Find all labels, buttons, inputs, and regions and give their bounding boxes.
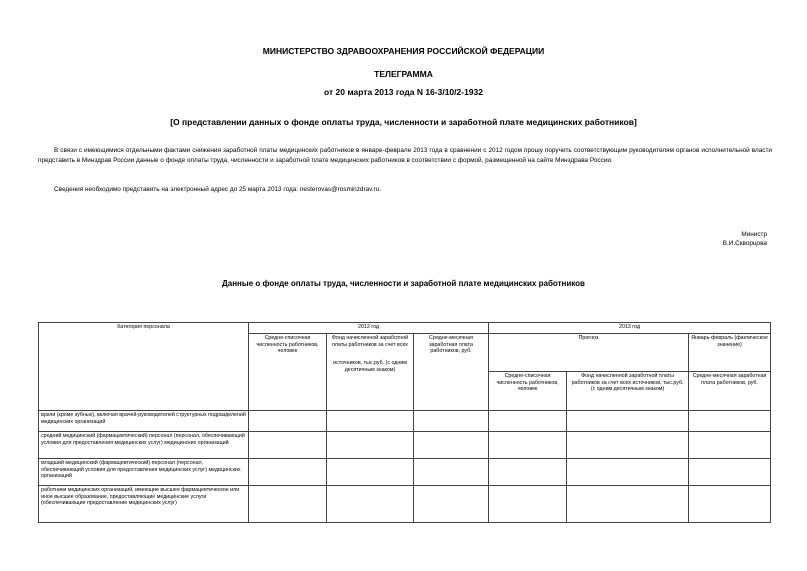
table-cell <box>249 486 327 523</box>
header-forecast: Прогноз <box>489 334 689 372</box>
table-cell <box>327 432 414 459</box>
table-cell <box>414 432 489 459</box>
table-cell <box>689 459 771 486</box>
table-row <box>39 486 771 523</box>
document-subject: [О представлении данных о фонде оплаты труда, численности и заработной плате медицинских работников] <box>170 117 637 127</box>
table-cell <box>689 432 771 459</box>
row-category-label: работники медицинских организаций, имеющие высшее фармацевтическое или иное высшее образование, предоставляющие медицинские услуги (обеспечивающие предоставление медицинских услуг) <box>39 486 249 523</box>
table-cell <box>249 459 327 486</box>
table-cell <box>489 432 567 459</box>
body-paragraph-1: В связи с имеющимися отдельными фактами снижения заработной платы медицинских работников в январе-феврале 2013 года в сравнении с 2012 годом прошу поручить соответствующим руководителям органов исполнительной власти представить в Минздрав России данные о фонде оплаты труда, численности и заработной плате медицинских работников в соответствии с формой, размещенной на сайте Минздрава России. <box>38 147 772 164</box>
document-date-number: от 20 марта 2013 года N 16-3/10/2-1932 <box>324 87 483 97</box>
header-2012-headcount: Средне-списочная численность работников, человек <box>249 334 327 411</box>
table-cell <box>567 459 689 486</box>
table-cell <box>249 432 327 459</box>
header-2012-fund <box>327 334 414 411</box>
table-cell <box>567 432 689 459</box>
header-2013-headcount: Средне-списочная численность работников, человек <box>489 372 567 411</box>
table-cell <box>689 411 771 432</box>
header-2012-fund-top: Фонд начисленной заработной платы работников за счет всех <box>331 335 409 348</box>
table-cell <box>489 486 567 523</box>
table-cell <box>489 459 567 486</box>
signature-position: Министр <box>741 231 767 238</box>
signature-name: В.И.Скворцова <box>722 240 767 247</box>
header-janfeb-actual: Январь-февраль (фактическое значение) <box>689 334 771 372</box>
body-paragraph-2: Сведения необходимо представить на электронный адрес до 25 марта 2013 года: nesterovas@rosminzdrav.ru. <box>54 186 382 193</box>
header-year-2013: 2013 год <box>489 323 771 334</box>
header-2013-fund: Фонд начисленной заработной платы работников за счет всех источников, тыс.руб. (с одним десятичным знаком) <box>567 372 689 411</box>
header-row-1 <box>39 323 771 334</box>
table-cell <box>567 411 689 432</box>
header-2012-fund-bottom: источников, тыс.руб. (с одним десятичным знаком) <box>333 360 407 373</box>
table-row <box>39 459 771 486</box>
table-cell <box>567 486 689 523</box>
document-type: ТЕЛЕГРАММА <box>374 69 433 79</box>
header-year-2012: 2012 год <box>249 323 489 334</box>
table-cell <box>689 486 771 523</box>
table-cell <box>249 411 327 432</box>
table-title: Данные о фонде оплаты труда, численности и заработной плате медицинских работников <box>222 279 585 288</box>
table-row <box>39 432 771 459</box>
header-2012-salary: Средне-месячная заработная плата работников, руб. <box>414 334 489 411</box>
ministry-heading: МИНИСТЕРСТВО ЗДРАВООХРАНЕНИЯ РОССИЙСКОЙ ФЕДЕРАЦИИ <box>262 46 545 56</box>
table-cell <box>327 486 414 523</box>
table-cell <box>414 486 489 523</box>
table-cell <box>327 411 414 432</box>
table-cell <box>489 411 567 432</box>
data-table <box>38 322 771 523</box>
header-category: Категория персонала <box>39 323 249 411</box>
table-cell <box>414 459 489 486</box>
header-2013-salary: Средне-месячная заработная плата работников, руб. <box>689 372 771 411</box>
table-cell <box>327 459 414 486</box>
row-category-label: средний медицинский (фармацевтический) персонал (персонал, обеспечивающий условия для предоставления медицинских услуг) медицинских организаций <box>39 432 249 459</box>
row-category-label: врачи (кроме зубных), включая врачей-руководителей структурных подразделений медицинских организаций <box>39 411 249 432</box>
table-cell <box>414 411 489 432</box>
table-row <box>39 411 771 432</box>
row-category-label: младший медицинский (фармацевтический) персонал (персонал, обеспечивающий условия для предоставления медицинских услуг) медицинских организаций <box>39 459 249 486</box>
